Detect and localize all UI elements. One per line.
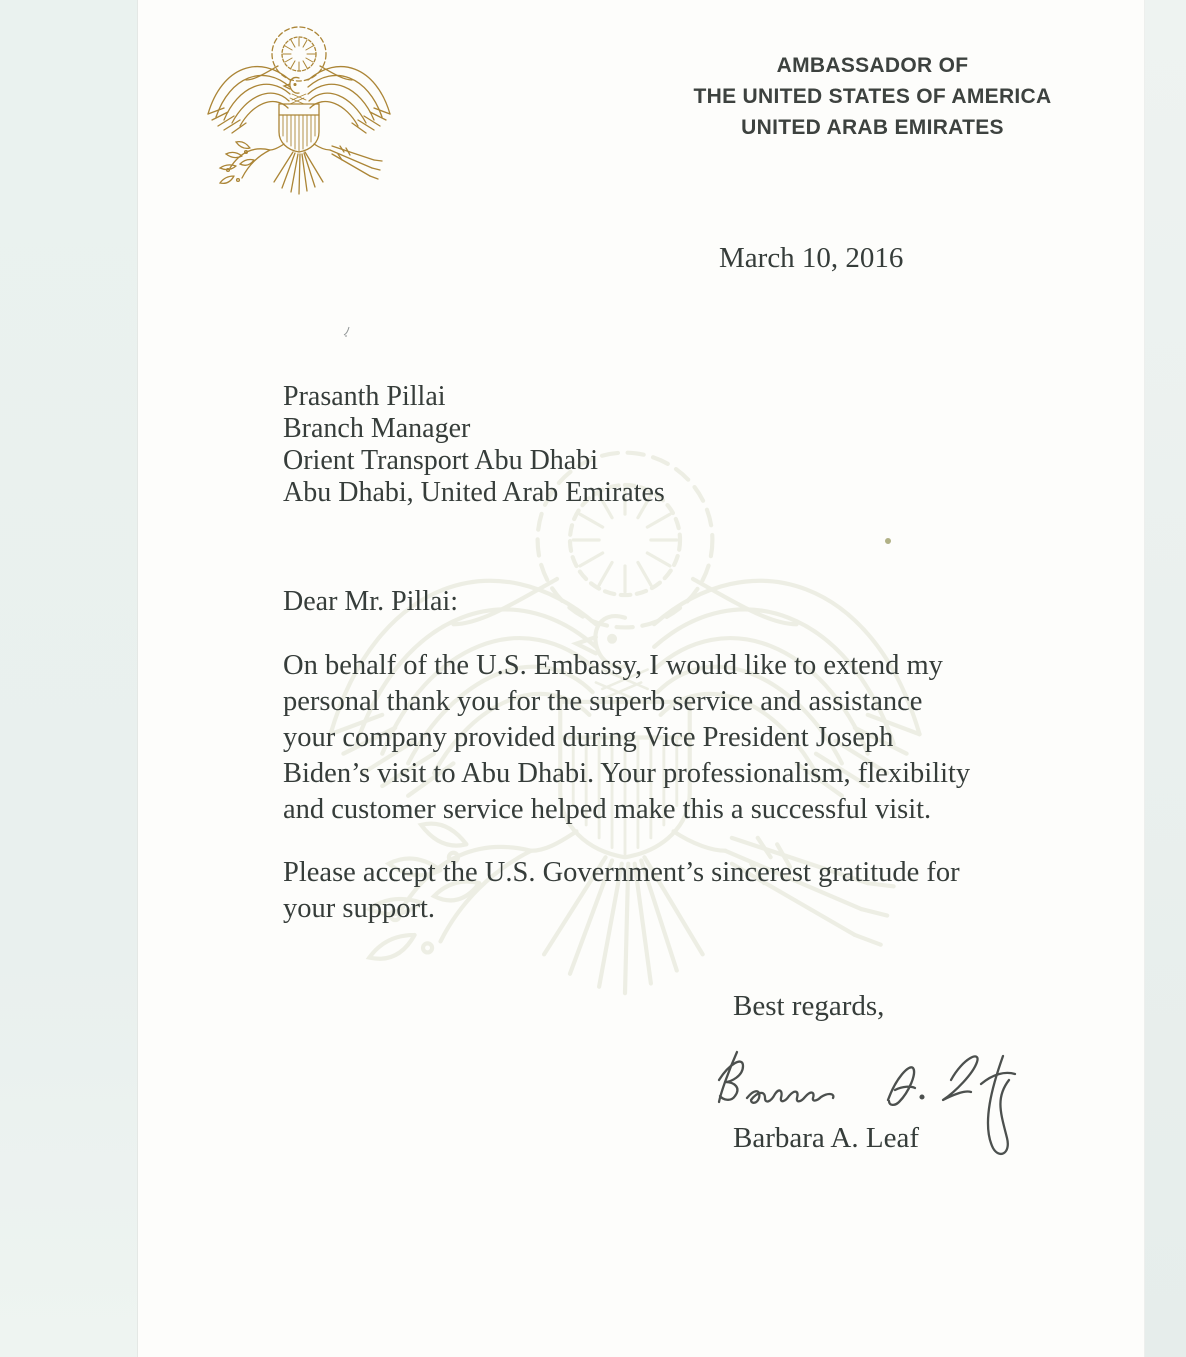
closing-phrase: Best regards, [733, 990, 885, 1022]
body-line: On behalf of the U.S. Embassy, I would like to extend my [283, 650, 943, 681]
scan-dot-icon [885, 538, 891, 544]
body-paragraph-1 [283, 648, 970, 828]
letterhead-line-1: AMBASSADOR OF [776, 54, 969, 77]
salutation: Dear Mr. Pillai: [283, 586, 458, 617]
recipient-company: Orient Transport Abu Dhabi [283, 445, 598, 476]
recipient-location: Abu Dhabi, United Arab Emirates [283, 477, 665, 508]
body-line: your support. [283, 893, 435, 924]
body-paragraph-2 [283, 855, 960, 927]
recipient-title: Branch Manager [283, 413, 471, 444]
body-line: Please accept the U.S. Government’s sincerest gratitude for [283, 857, 960, 888]
scan-speck-icon [342, 325, 354, 339]
recipient-name: Prasanth Pillai [283, 381, 446, 412]
body-line: and customer service helped make this a successful visit. [283, 794, 932, 825]
signer-typed-name: Barbara A. Leaf [733, 1122, 919, 1154]
body-line: personal thank you for the superb service and assistance [283, 686, 923, 717]
letterhead-line-2: THE UNITED STATES OF AMERICA [693, 85, 1052, 108]
great-seal-eagle-icon [193, 20, 405, 210]
letterhead-line-3: UNITED ARAB EMIRATES [741, 116, 1004, 139]
letter-date: March 10, 2016 [719, 242, 904, 274]
recipient-address-block [283, 381, 665, 509]
scanner-bed-left [0, 0, 137, 1357]
body-line: your company provided during Vice President Joseph [283, 722, 894, 753]
scanner-bed-right [1143, 0, 1186, 1357]
letterhead [690, 50, 1055, 143]
body-line: Biden’s visit to Abu Dhabi. Your professionalism, flexibility [283, 758, 971, 789]
